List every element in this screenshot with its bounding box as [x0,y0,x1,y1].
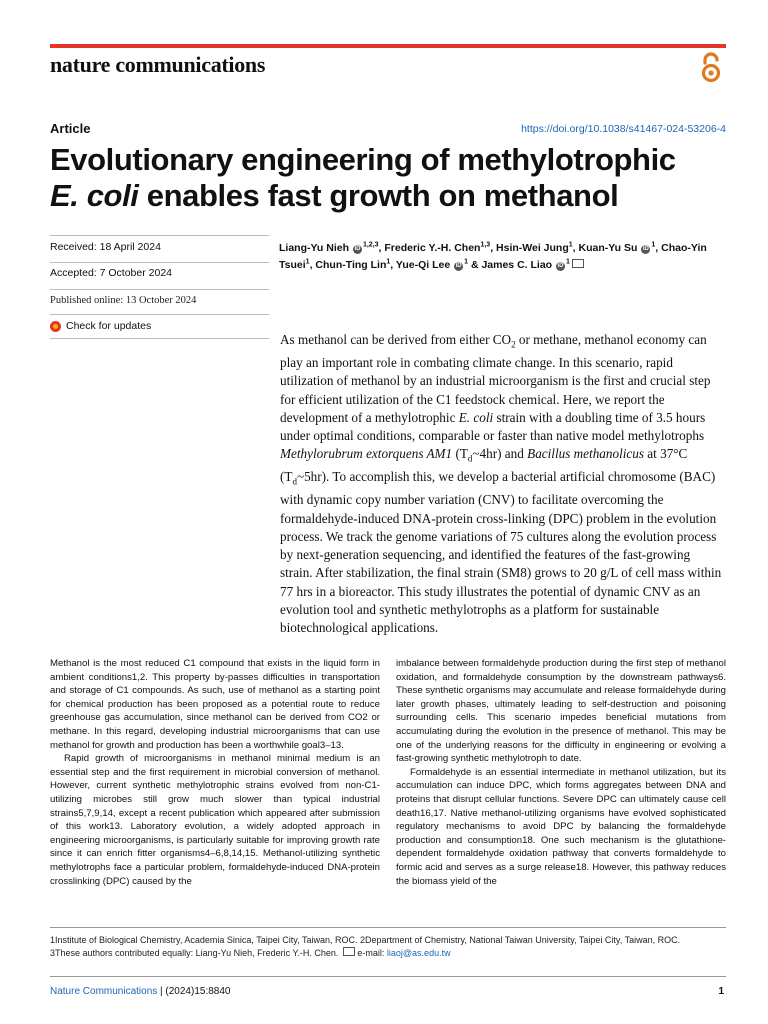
author-affiliation: 1 [386,258,391,266]
abstract-text: or methane, methanol economy can play an important role in combating climate change. In this scenario, rapid utilization of methanol by an industrial microorganism is the first and crucial step for efficient utilization of the C1 feedstock chemical. Here, we report the development of a methylotrophic [280,332,711,425]
page-number: 1 [718,986,724,997]
published-date: Published online: 13 October 2024 [50,295,197,306]
author-affiliation: 1 [566,258,570,266]
author [579,242,656,254]
accepted-date: Accepted: 7 October 2024 [50,267,172,279]
check-updates-button[interactable] [50,320,269,332]
divider [50,262,269,263]
email-icon [343,947,355,956]
journal-name: nature communications [50,52,266,77]
author [279,242,379,254]
divider [50,314,269,315]
orcid-icon[interactable]: iD [557,263,564,269]
abstract-text: (T [452,446,468,462]
check-updates-label: Check for updates [66,320,152,332]
author-name: Chun-Ting Lin [315,259,387,271]
author-list: Liang-Yu Nieh iD$^{1,2,3}$, Frederic Y.-H. Chen$^{1,3}$, Hsin-Wei Jung$^1$, Kuan-Yu Su $iD^1$, Chao-Yin Tsuei$^1$, Chun-Ting Lin$^1$, Yue-Qi Lee $iD^1$ & James C. Liao $iD^1$ [279,241,707,271]
title-italic-organism: E. coli [50,178,139,213]
body-column-left [50,657,380,888]
doi-link[interactable]: https://doi.org/10.1038/s41467-024-53206-4 [521,123,726,135]
divider [50,338,269,339]
author-name: Hsin-Wei Jung [496,242,569,254]
divider [50,235,269,236]
author-affiliation: 1 [651,241,656,249]
footer-citation [50,986,230,997]
affiliations [50,934,740,960]
author-affiliation: 1 [568,241,573,249]
author-name: Yue-Qi Lee [395,259,451,271]
author-name: Kuan-Yu Su [578,242,638,254]
author [481,259,569,271]
orcid-icon[interactable]: iD [455,263,462,269]
abstract-text: ~5hr). To accomplish this, we develop a bacterial artificial chromosome (BAC) with dynamic copy number variation (CNV) to facilitate overcoming the formaldehyde-induced DNA-protein cross-linking (DPC) problem in the evolution process. We track the genome variations of 75 cultures along the evolution process by next-generation sequencing, and identified the features of the fast-growing strain. After stabilization, the final strain (SM8) grows to 20 g/L of cell mass within 77 hrs in a bioreactor. This study illustrates the potential of dynamic CNV as an evolution tool and synthetic methylotrophs as a platform for sustainable biotechnological applications. [280,469,722,636]
body-paragraph: Formaldehyde is an essential intermediate in methanol utilization, but its accumulation can induce DPC, which forms aggregates between DNA and proteins that disrupt cellular functions. Severe DPC can ultimately cause cell death16,17. Native methanol-utilizing organisms have evolved sophisticated regulatory mechanisms to avoid DPC by balancing the formaldehyde production and consumption18. One such mechanism is the glutathione-dependent formaldehyde oxidation pathway that converts formaldehyde to formic acid and serves as a surge release18. However, this pathway reduces the biomass yield of the [396,766,726,887]
affiliation-line: 1Institute of Biological Chemistry, Academia Sinica, Taipei City, Taiwan, ROC. 2Department of Chemistry, National Taiwan University, Taipei City, Taiwan, ROC. [50,935,681,945]
contribution-line [50,947,740,960]
author-affiliation: 1,2,3 [362,241,379,249]
abstract-italic: Methylorubrum extorquens AM1 [280,446,453,462]
email-link[interactable]: liaoj@as.edu.tw [386,948,451,958]
author-name: Liang-Yu Nieh [279,242,350,254]
author [496,242,573,254]
footnote-divider [50,927,726,928]
body-column-right [396,657,726,888]
paper-title [50,142,740,214]
author [384,242,490,254]
footer-citation-text: | (2024)15:8840 [157,986,231,997]
title-line-1: Evolutionary engineering of methylotrophic [50,142,676,177]
abstract: As methanol can be derived from either $CO_2$ or methane, methanol economy can play an important role in combating climate change. In this scenario, rapid utilization of methanol by an industrial microorganism is the first and crucial step for efficient utilization of the C1 feedstock chemical. Here, we report the development of a methylotrophic E. coli strain with a doubling time of 3.5 hours under optimal conditions, comparable or faster than native model methylotrophs Methylorubrum extorquens AM1 $(T_d\sim 4hr)$ and Bacillus methanolicus at 37°C $(T_d\sim 5hr)$. To accomplish this, we develop a bacterial artificial chromosome (BAC) with dynamic copy number variation (CNV) to facilitate overcoming the formaldehyde-induced DNA-protein cross-linking (DPC) problem in the evolution process. We track the genome variations of 75 cultures along the evolution process by next-generation sequencing, and identified the features of the fast-growing strain. After stabilization, the final strain (SM8) grows to 20 g/L of cell mass within 77 hrs in a bioreactor. This study illustrates the potential of dynamic CNV as an evolution tool and synthetic methylotrophs as a platform for sustainable biotechnological applications. [280,332,722,636]
body-paragraph: imbalance between formaldehyde production during the first step of methanol oxidation, and formaldehyde consumption by the downstream pathways6. These synthetic organisms may accumulate and release formaldehyde during later growth phases, ultimately leading to self-destruction and poisoning surrounding cells. This scenario impedes beneficial mutations from accumulating during the evolution in the presence of methanol. This may be one of the underlying reasons for the difficulty in engineering or evolving a fast-growing synthetic methylotroph to date. [396,658,726,765]
body-paragraph: Rapid growth of microorganisms in methanol minimal medium is an essential step and the first requirement in microbial conversion of methanol. However, current synthetic methylotrophic strains evolved from non-C1-utilizing microbes still grow much slower than typical industrial strains5,7,9,14, except a recent publication which appeared after submission of this work13. Laboratory evolution, a widely adopted approach in engineering microorganisms, is particularly suitable for improving growth rate since it can enrich fitter organisms4–6,8,14,15. Methanol-utilizing synthetic methylotrophs face a particular problem, formaldehyde-induced DNA-protein crosslinking (DPC) caused by the [50,753,380,887]
abstract-italic: Bacillus methanolicus [527,446,644,462]
author-name: Chao-Yin Tsuei [279,242,707,271]
abstract-text: at 37°C (T [280,446,688,485]
author-name: James C. Liao [481,259,553,271]
author-affiliation: 1 [464,258,469,266]
abstract-text: strain with a doubling time of 3.5 hours under optimal conditions, comparable or faster than native model methylotrophs [280,409,706,444]
title-line-2: enables fast growth on methanol [138,178,619,213]
divider [50,289,269,290]
orcid-icon[interactable]: iD [642,246,649,252]
article-type: Article [50,121,91,136]
abstract-italic: E. coli [458,409,494,425]
footer-divider [50,976,726,977]
body-paragraph: Methanol is the most reduced C1 compound that exists in the liquid form in ambient conditions1,2. This property by-passes difficulties in transportation and storage of C1 compounds. As such, use of methanol as a starting point for chemical production has been proposed as a potential route to reduce greenhouse gas accumulation, since methanol can be derived from CO2 or methane. In this regard, developing industrial microorganisms that can use methanol for growth and production has been a worthwhile goal3–13. [50,658,380,751]
received-date: Received: 18 April 2024 [50,241,161,253]
author-affiliation: 1,3 [480,241,491,249]
author-name: Frederic Y.-H. Chen [384,242,481,254]
email-label: e-mail: [357,948,385,958]
author [396,259,468,271]
corresponding-author-icon[interactable] [572,259,584,268]
contribution-text: 3These authors contributed equally: Liang-Yu Nieh, Frederic Y.-H. Chen. [50,948,339,958]
abstract-text: As methanol can be derived from either CO [280,332,512,347]
author-affiliation: 1 [305,258,310,266]
footer-journal-link[interactable]: Nature Communications [50,986,158,997]
open-access-icon[interactable] [699,52,723,84]
abstract-text: ~4hr) and [472,446,528,462]
orcid-icon[interactable]: iD [354,246,361,252]
header-accent-bar [50,44,726,48]
author [315,259,390,271]
check-updates-icon [50,321,61,332]
